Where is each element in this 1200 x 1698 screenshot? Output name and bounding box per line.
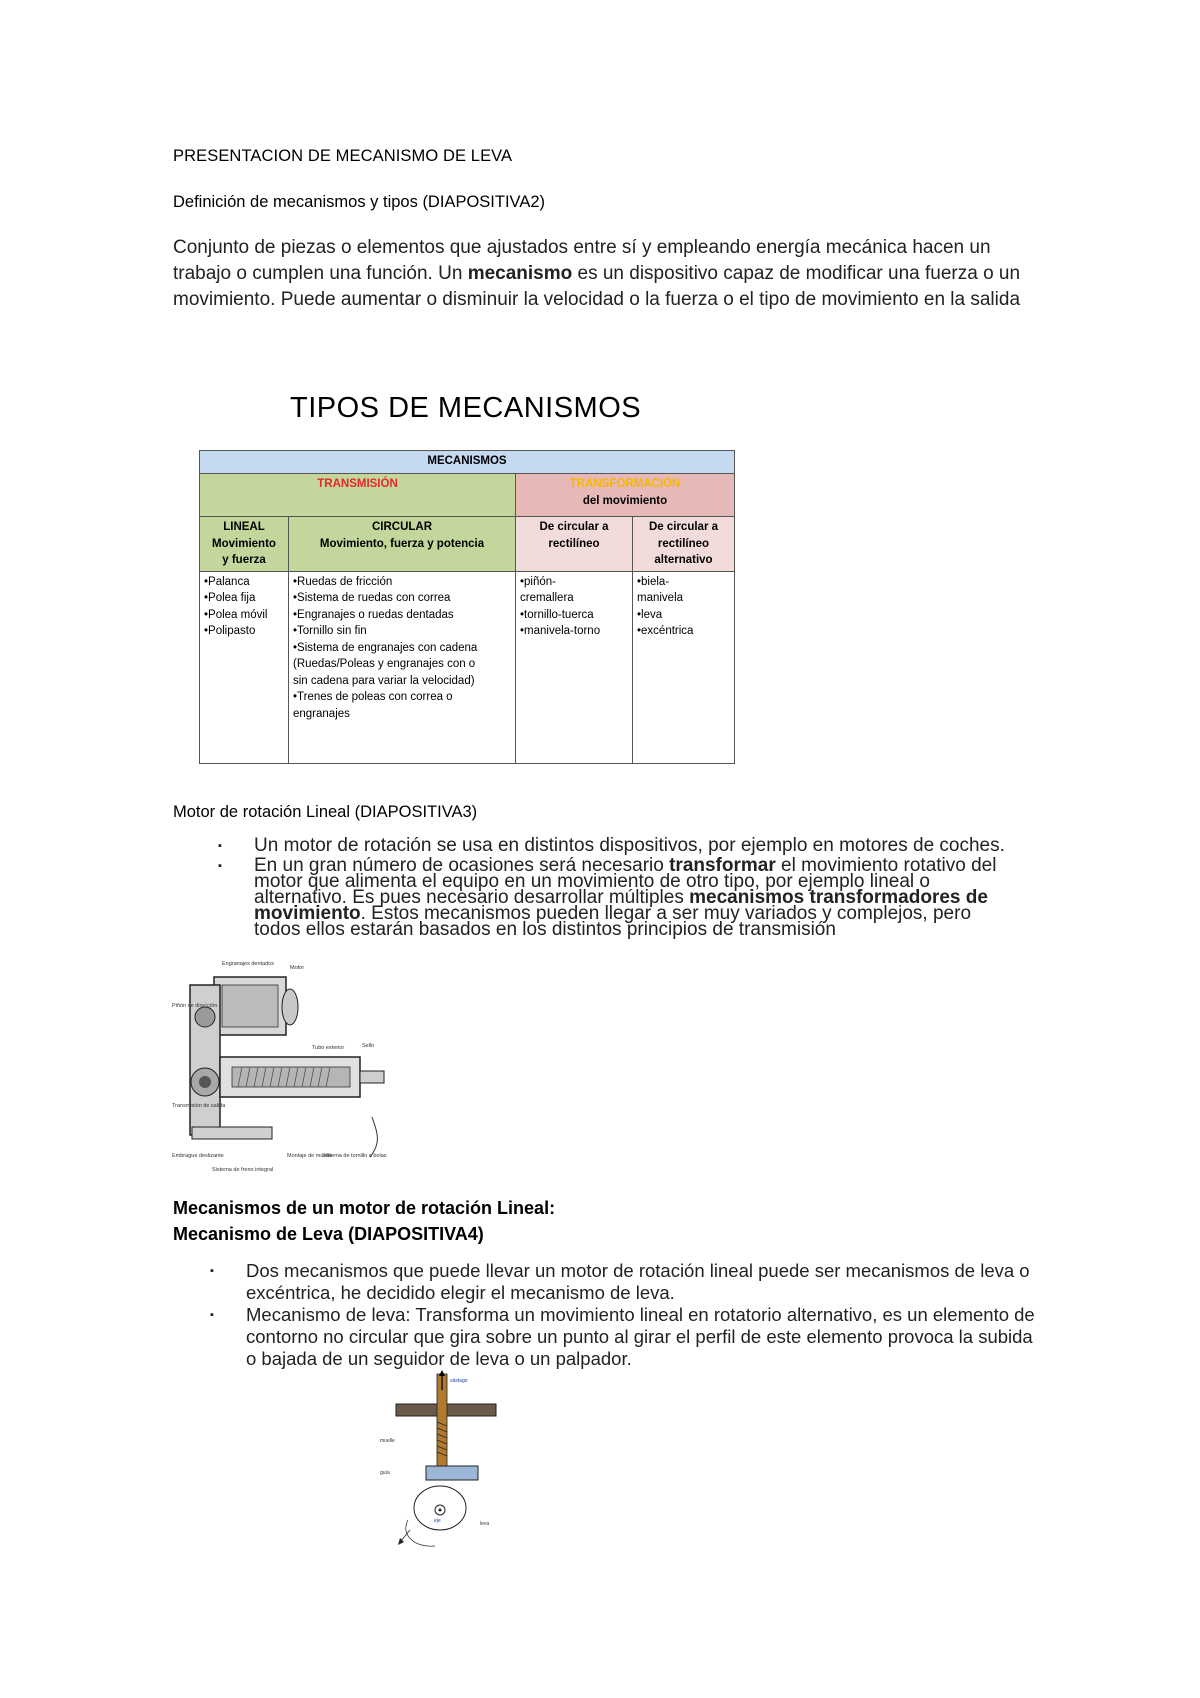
fig-label-motor: Motor — [290, 965, 305, 971]
list-item: ▪ Dos mecanismos que puede llevar un motor de rotación lineal puede ser mecanismos de leva o excéntrica, he decidido elegir el mecanismo de leva. — [210, 1260, 1030, 1303]
table-header-mecanismos: MECANISMOS — [200, 451, 735, 474]
table-cell-circular-items: •Ruedas de fricción •Sistema de ruedas con correa •Engranajes o ruedas dentadas •Tornillo sin fin •Sistema de engranajes con cadena (Ruedas/Poleas y engranajes con o sin cadena para variar la velocidad) •Trenes de poleas con correa o engranajes — [289, 571, 516, 763]
definition-heading: Definición de mecanismos y tipos (DIAPOSITIVA2) — [173, 193, 545, 211]
bullet-icon: ▪ — [210, 1265, 214, 1277]
leva-heading-2: Mecanismo de Leva (DIAPOSITIVA4) — [173, 1224, 484, 1244]
bullet-icon: ▪ — [218, 860, 222, 872]
list-item: ▪ Un motor de rotación se usa en distintos dispositivos, por ejemplo en motores de coches. — [218, 835, 1005, 856]
cam-label-vastago: vástago — [450, 1378, 468, 1384]
fig-label-freno: Sistema de freno integral — [212, 1167, 274, 1173]
table-header-transformacion: TRANSFORMACIÓN del movimiento — [516, 474, 735, 517]
document-title: PRESENTACION DE MECANISMO DE LEVA — [173, 147, 513, 165]
table-col-alternativo: De circular a rectilíneo alternativo — [633, 517, 735, 572]
tipos-figure-title: TIPOS DE MECANISMOS — [290, 392, 642, 424]
fig-label-transmision: Transmisión de salida — [172, 1103, 226, 1109]
motor-bullet-list — [218, 835, 1018, 942]
table-cell-alt-items: •biela- manivela •leva •excéntrica — [633, 571, 735, 763]
cam-label-muelle: muelle — [380, 1438, 395, 1444]
linear-actuator-illustration — [172, 957, 392, 1179]
list-item: ▪ En un gran número de ocasiones será necesario transformar el movimiento rotativo del motor que alimenta el equipo en un movimiento de otro tipo, por ejemplo lineal o alternativo. Es pues necesario desarrollar múltiples mecanismos transformadores de movimiento. Estos mecanismos pueden llegar a ser muy variados y complejos, pero todos ellos estarán basados en los distintos principios de transmisión — [218, 855, 997, 940]
leva-headings — [173, 1195, 555, 1247]
definition-paragraph: Conjunto de piezas o elementos que ajustados entre sí y empleando energía mecánica hacen un trabajo o cumplen una función. Un mecanismo es un dispositivo capaz de modificar una fuerza o un movimiento. Puede aumentar o disminuir la velocidad o la fuerza o el tipo de movimiento en la salida — [173, 237, 1021, 310]
bullet-icon: ▪ — [210, 1309, 214, 1321]
cam-label-guia: guía — [380, 1470, 390, 1476]
fig-label-sello: Sello — [362, 1043, 375, 1049]
leva-bullet-list — [210, 1260, 1040, 1370]
fig-label-engranajes: Engranajes dentados — [222, 961, 274, 967]
bullet-icon: ▪ — [218, 840, 222, 852]
table-header-transmision: TRANSMISIÓN — [200, 474, 516, 517]
table-cell-rect-items: •piñón- cremallera •tornillo-tuerca •manivela-torno — [516, 571, 633, 763]
table-cell-lineal-items: •Palanca •Polea fija •Polea móvil •Polipasto — [200, 571, 289, 763]
table-col-rectilineo: De circular a rectilíneo — [516, 517, 633, 572]
leva-heading-1: Mecanismos de un motor de rotación Lineal: — [173, 1198, 556, 1218]
table-col-circular: CIRCULAR Movimiento, fuerza y potencia — [289, 517, 516, 572]
fig-label-tubo: Tubo exterior — [312, 1045, 345, 1051]
fig-label-tornillo: Sistema de tornillo a bolas — [322, 1153, 387, 1159]
fig-label-muelle: Montaje de muelle — [287, 1153, 332, 1159]
fig-label-embrague: Embrague deslizante — [172, 1153, 224, 1159]
table-col-lineal: LINEAL Movimiento y fuerza — [200, 517, 289, 572]
list-item: ▪ Mecanismo de leva: Transforma un movimiento lineal en rotatorio alternativo, es un elemento de contorno no circular que gira sobre un punto al girar el perfil de este elemento provoca la subida o bajada de un seguidor de leva o un palpador. — [210, 1304, 1035, 1369]
cam-label-eje: eje — [434, 1518, 441, 1524]
cam-label-leva: leva — [480, 1521, 490, 1527]
motor-heading: Motor de rotación Lineal (DIAPOSITIVA3) — [173, 803, 478, 821]
fig-label-pinon: Piñón de dirección — [172, 1003, 218, 1009]
bold-mecanismo: mecanismo — [467, 263, 573, 284]
mechanisms-table — [199, 450, 735, 764]
cam-mechanism-illustration — [380, 1370, 510, 1550]
